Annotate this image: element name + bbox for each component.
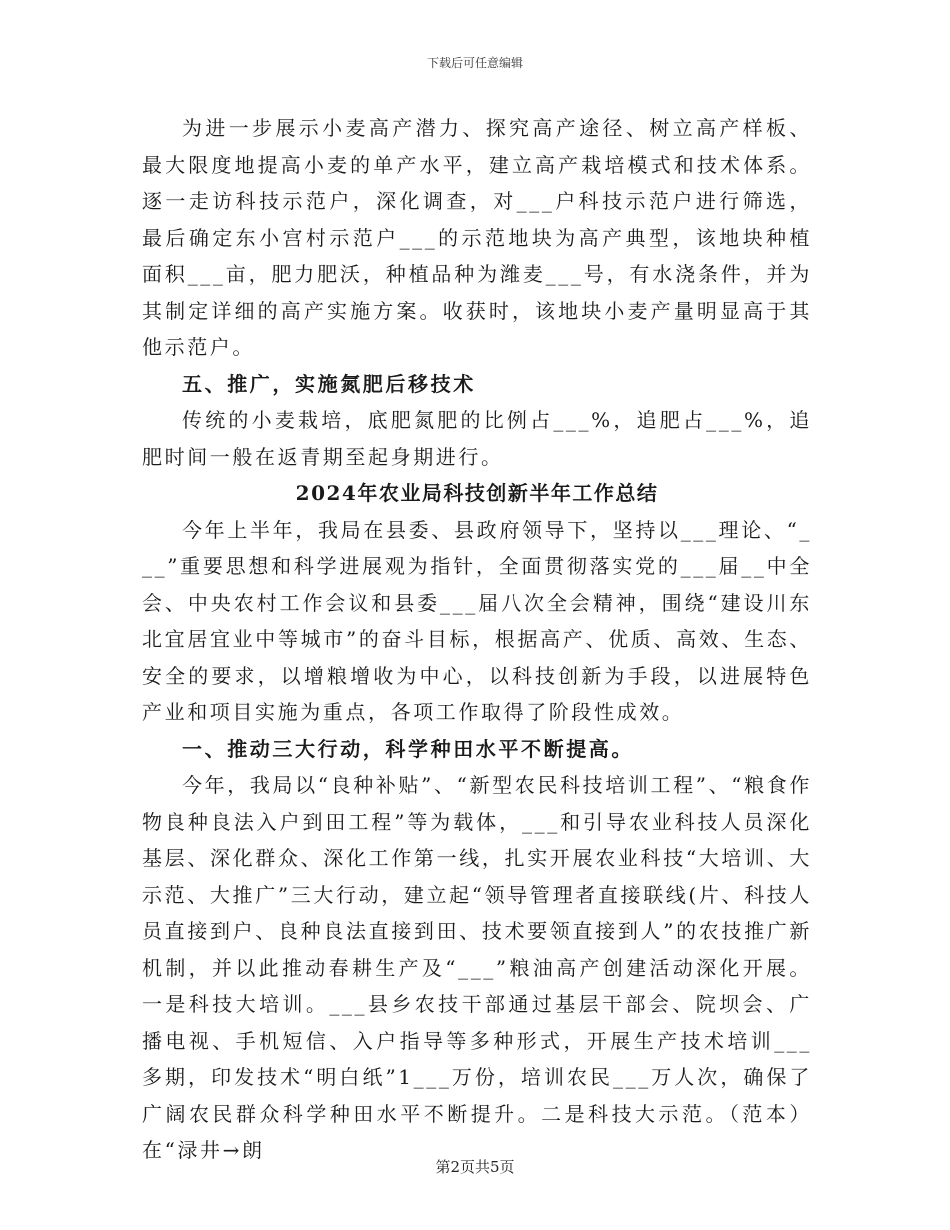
section-heading-nitrogen: 五、推广，实施氮肥后移技术 — [182, 371, 476, 396]
paragraph-high-yield-demo: 为进一步展示小麦高产潜力、探究高产途径、树立高产样板、最大限度地提高小麦的单产水平，建立高产栽培模式和技术体系。逐一走访科技示范户，深化调查，对___户科技示范户进行筛选，最后确定东小宫村示范户___的示范地块为高产典型，该地块种植面积___亩，肥力肥沃，种植品种为潍麦___号，有水浇条件，并为其制定详细的高产实施方案。收获时，该地块小麦产量明显高于其他示范户。 — [142, 116, 812, 359]
page-header: 下载后可任意编辑 — [426, 56, 523, 70]
paragraph-three-actions: 今年，我局以“良种补贴”、“新型农民科技培训工程”、“粮食作物良种良法入户到田工程”等为载体，___和引导农业科技人员深化基层、深化群众、深化工作第一线，扎实开展农业科技“大培训、大示范、大推广”三大行动，建立起“领导管理者直接联线(片、科技人员直接到户、良种良法直接到田、技术要领直接到人”的农技推广新机制，并以此推动春耕生产及“___”粮油高产创建活动深化开展。一是科技大培训。___县乡农技干部通过基层干部会、院坝会、广播电视、手机短信、入户指导等多种形式，开展生产技术培训___多期，印发技术“明白纸”1___万份，培训农民___万人次，确保了广阔农民群众科学种田水平不断提升。二是科技大示范。（范本）在“渌井→朗 — [142, 773, 812, 1162]
section-heading-three-actions: 一、推动三大行动，科学种田水平不断提高。 — [182, 736, 634, 761]
page-number: 第2页共5页 — [435, 1158, 515, 1176]
paragraph-intro-summary: 今年上半年，我局在县委、县政府领导下，坚持以___理论、“___”重要思想和科学进展观为指针，全面贯彻落实党的___届__中全会、中央农村工作会议和县委___届八次全会精神，围绕“建设川东北宜居宜业中等城市”的奋斗目标，根据高产、优质、高效、生态、安全的要求，以增粮增收为中心，以科技创新为手段，以进展特色产业和项目实施为重点，各项工作取得了阶段性成效。 — [142, 517, 812, 724]
paragraph-traditional-cultivation: 传统的小麦栽培，底肥氮肥的比例占___%，追肥占___%，追肥时间一般在返青期至起身期进行。 — [142, 408, 812, 469]
document-title: 2024年农业局科技创新半年工作总结 — [295, 481, 659, 505]
document-body — [142, 110, 812, 1169]
